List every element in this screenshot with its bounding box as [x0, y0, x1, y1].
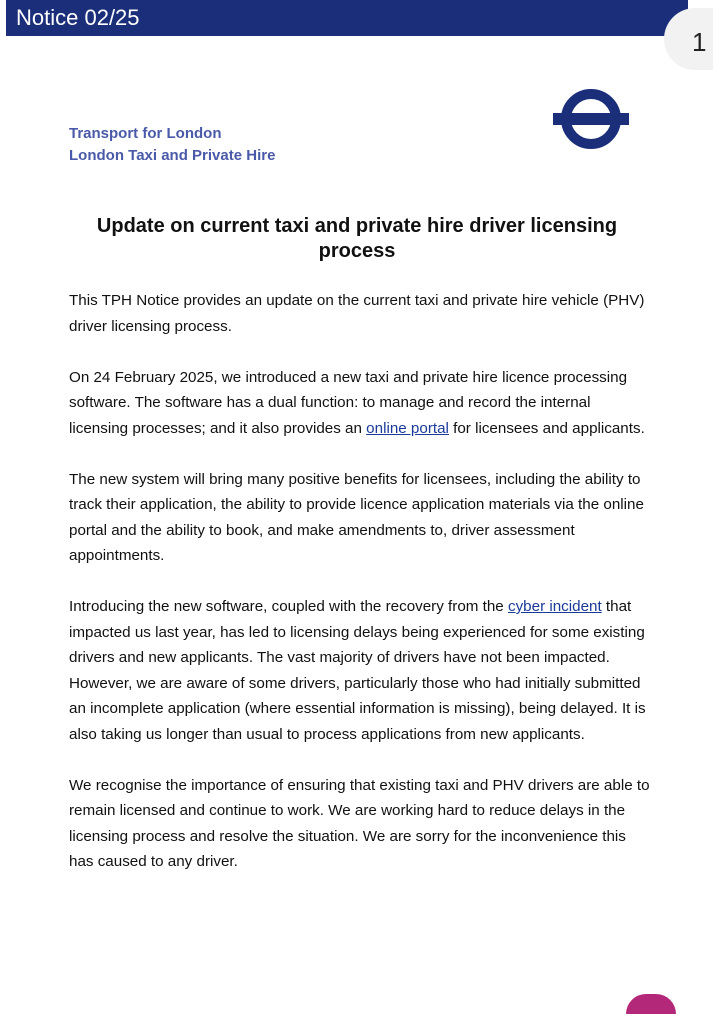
decorative-corner-shape: [626, 994, 676, 1014]
notice-header-bar: [6, 0, 688, 36]
page-number: 1: [692, 27, 707, 57]
organisation-block: [69, 123, 275, 167]
organisation-division: London Taxi and Private Hire: [69, 147, 276, 164]
document-body: [69, 288, 651, 900]
paragraph-new-software: On 24 February 2025, we introduced a new taxi and private hire licence processing software. The software has a dual function: to manage and record the internal licensing processes; and it also provides an online portal for licensees and applicants.: [69, 368, 645, 437]
paragraph-apology: We recognise the importance of ensuring that existing taxi and PHV drivers are able to remain licensed and continue to work. We are working hard to reduce delays in the licensing process and resolve the situation. We are sorry for the inconvenience this has caused to any driver.: [69, 776, 650, 870]
paragraph-benefits: The new system will bring many positive benefits for licensees, including the ability to track their application, the ability to provide licence application materials via the online portal and the ability to book, and make amendments to, driver assessment appointments.: [69, 470, 644, 564]
online-portal-link[interactable]: online portal: [366, 419, 449, 437]
document-title: Update on current taxi and private hire driver licensing process: [96, 215, 618, 262]
tfl-roundel-icon: [552, 88, 630, 150]
organisation-name: Transport for London: [69, 125, 222, 142]
notice-number: Notice 02/25: [16, 5, 140, 30]
cyber-incident-link[interactable]: cyber incident: [507, 598, 602, 615]
paragraph-delays: Introducing the new software, coupled with the recovery from the cyber incident that impacted us last year, has led to licensing delays being experienced for some existing drivers and new applicants. The vast majority of drivers have not been impacted. However, we are aware of some drivers, particularly those who had initially submitted an incomplete application (where essential information is missing), being delayed. It is also taking us longer than usual to process applications from new applicants.: [69, 598, 646, 743]
paragraph-intro: This TPH Notice provides an update on the current taxi and private hire vehicle (PHV) driver licensing process.: [69, 292, 645, 335]
